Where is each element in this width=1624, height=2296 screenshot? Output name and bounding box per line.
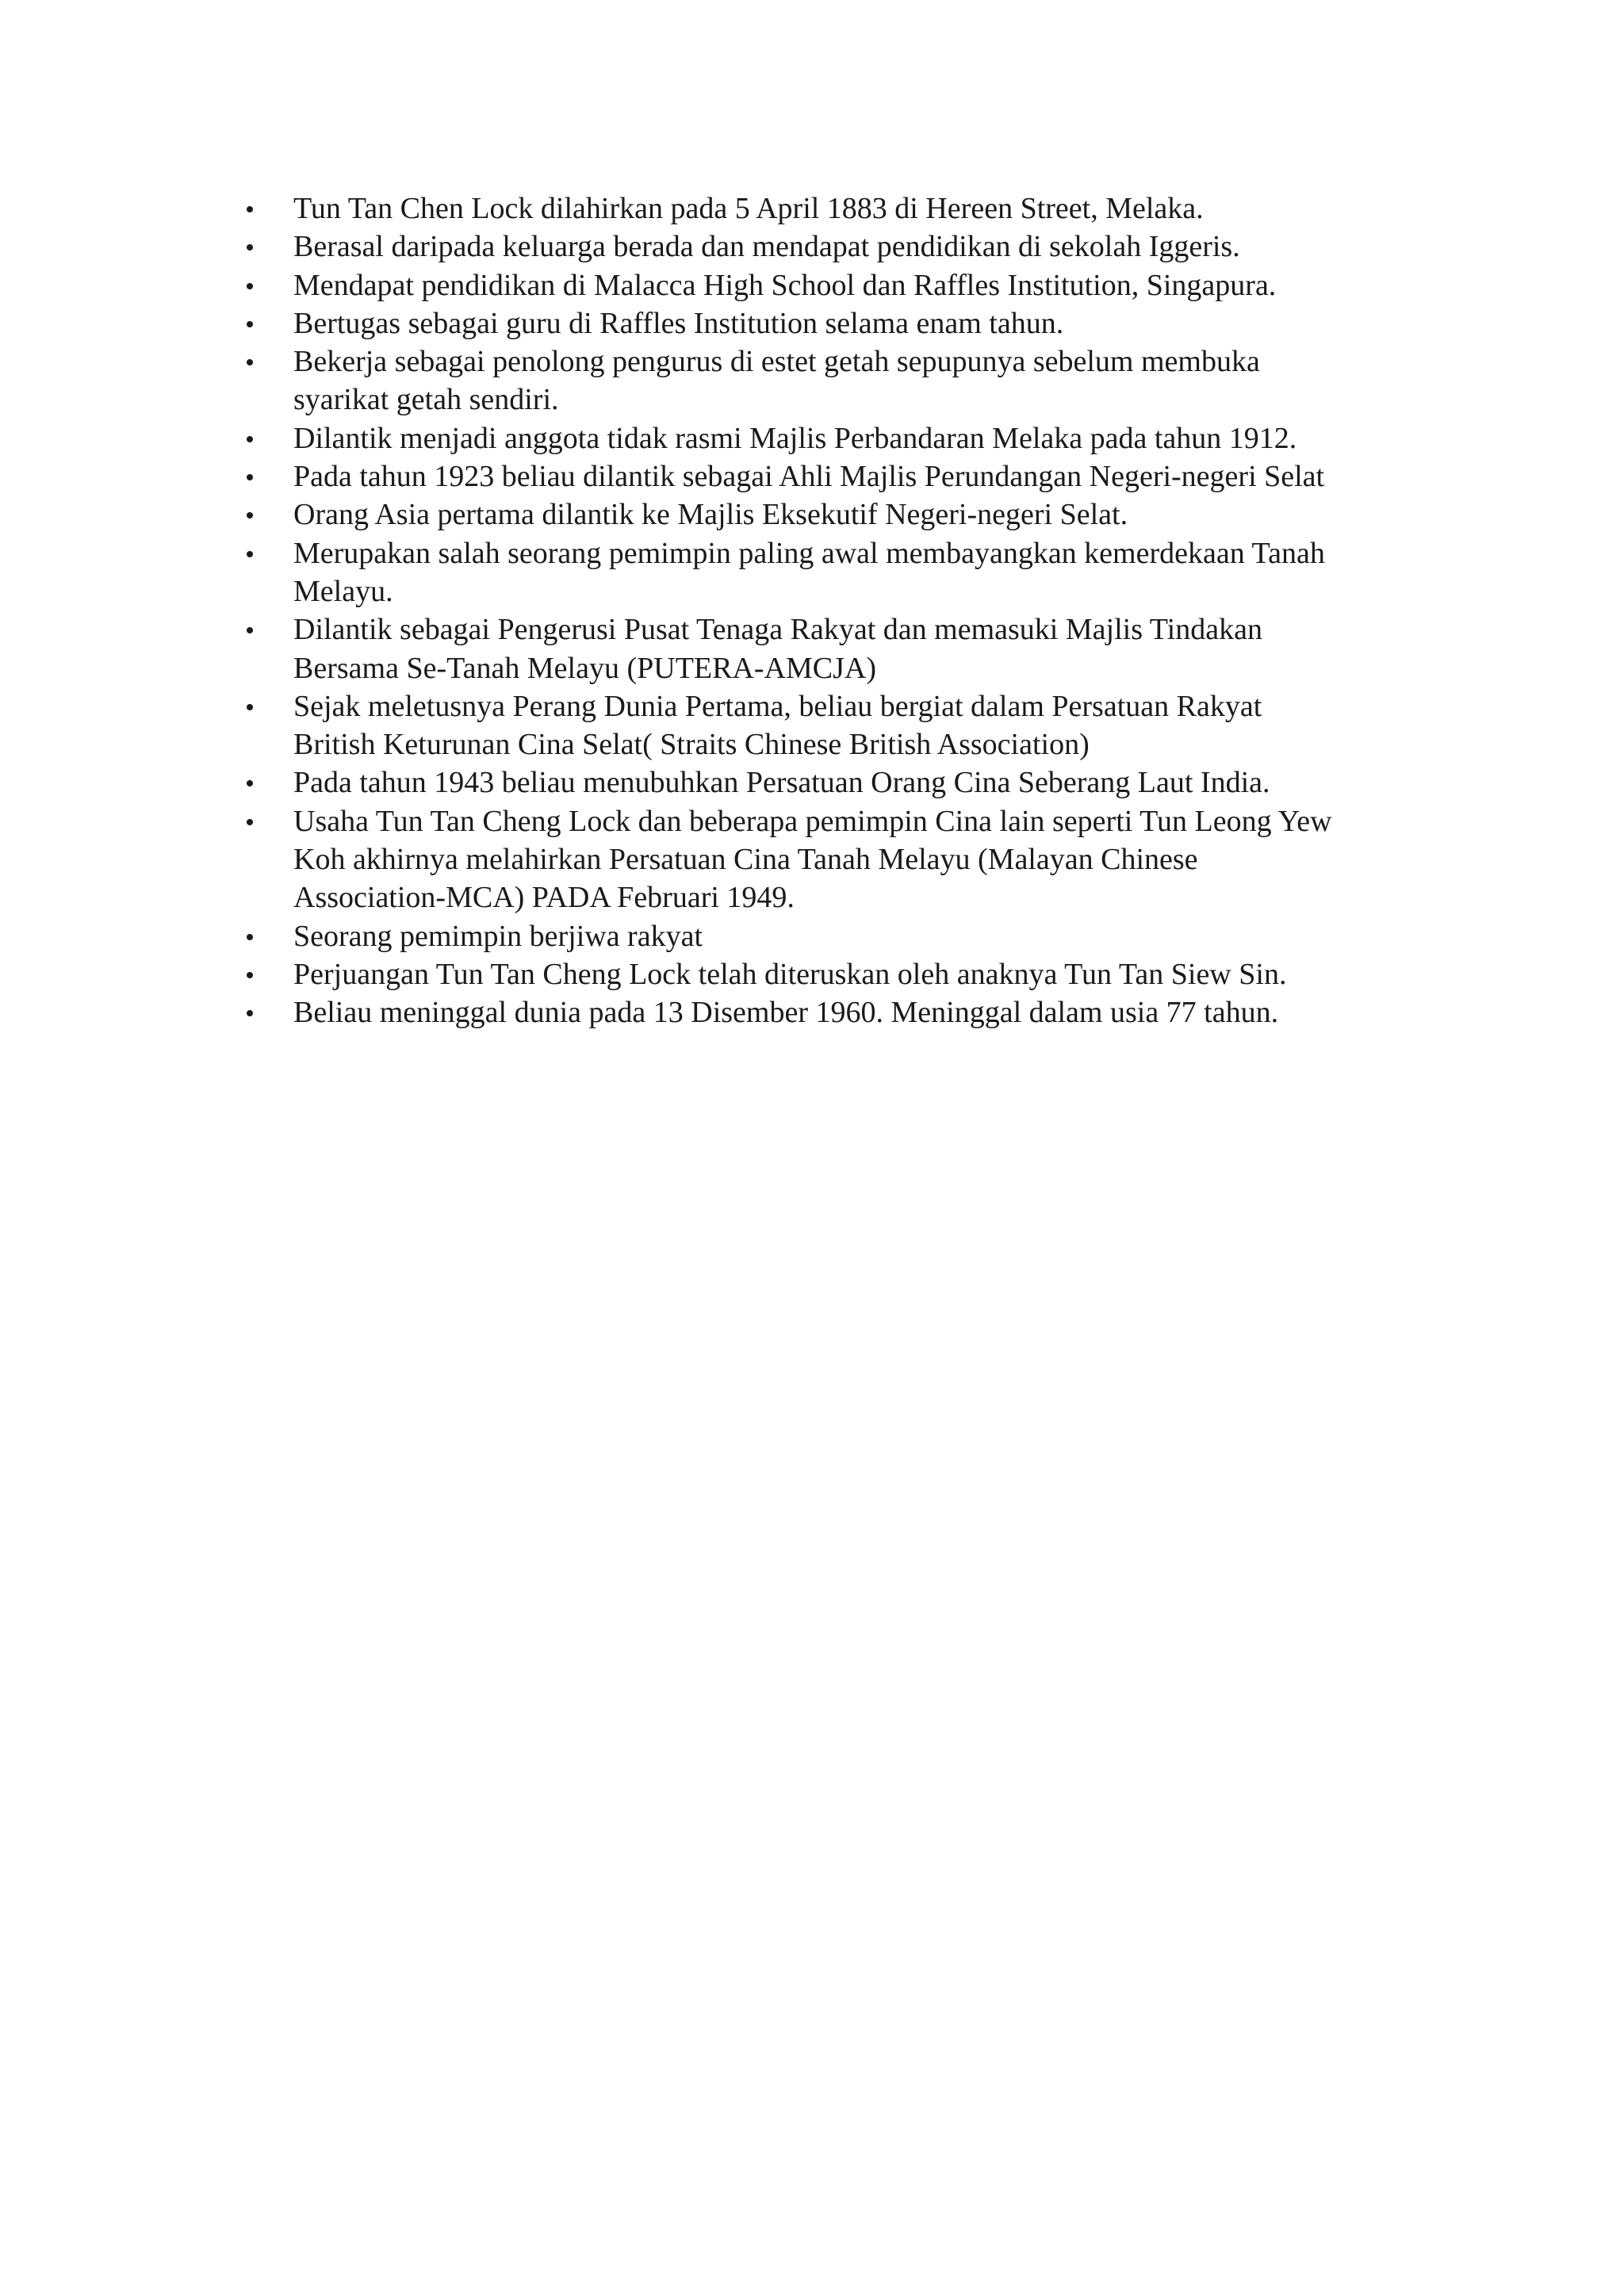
bullet-dot-icon [244, 610, 255, 649]
list-item-text-line: Mendapat pendidikan di Malacca High School dan Raffles Institution, Singapura. [293, 268, 1277, 302]
list-item [244, 457, 1457, 496]
list-item [244, 802, 1457, 917]
list-item-text-line: Merupakan salah seorang pemimpin paling awal membayangkan kemerdekaan Tanah [293, 536, 1325, 570]
list-item [244, 304, 1457, 342]
list-item-text-line: Berasal daripada keluarga berada dan mendapat pendidikan di sekolah Iggeris. [293, 230, 1240, 264]
bullet-dot-icon [244, 419, 255, 457]
list-item [244, 266, 1457, 304]
list-item-text-line: Beliau meninggal dunia pada 13 Disember 1960. Meninggal dalam usia 77 tahun. [293, 996, 1279, 1030]
list-item-text-line: Perjuangan Tun Tan Cheng Lock telah diteruskan oleh anaknya Tun Tan Siew Sin. [293, 957, 1287, 991]
list-item-text-line: Pada tahun 1923 beliau dilantik sebagai Ahli Majlis Perundangan Negeri-negeri Selat [293, 460, 1325, 494]
list-item-text-line: Usaha Tun Tan Cheng Lock dan beberapa pemimpin Cina lain seperti Tun Leong Yew [293, 804, 1332, 838]
bullet-dot-icon [244, 802, 255, 840]
list-item [244, 687, 1457, 764]
list-item [244, 534, 1457, 611]
list-item-text-line: syarikat getah sendiri. [293, 383, 559, 417]
list-item-text-line: Melayu. [293, 574, 393, 608]
bullet-dot-icon [244, 266, 255, 304]
bullet-dot-icon [244, 189, 255, 228]
list-item [244, 610, 1457, 687]
list-item-text-line: Tun Tan Chen Lock dilahirkan pada 5 April 1883 di Hereen Street, Melaka. [293, 192, 1204, 225]
list-item-text-line: Bekerja sebagai penolong pengurus di estet getah sepupunya sebelum membuka [293, 345, 1260, 379]
bullet-dot-icon [244, 763, 255, 802]
bullet-dot-icon [244, 304, 255, 342]
list-item [244, 342, 1457, 419]
list-item [244, 189, 1457, 228]
list-item-text-line: Orang Asia pertama dilantik ke Majlis Eksekutif Negeri-negeri Selat. [293, 498, 1128, 532]
list-item-text-line: Seorang pemimpin berjiwa rakyat [293, 919, 703, 953]
list-item-text-line: Dilantik sebagai Pengerusi Pusat Tenaga Rakyat dan memasuki Majlis Tindakan [293, 613, 1262, 647]
list-item-text-line: Sejak meletusnya Perang Dunia Pertama, beliau bergiat dalam Persatuan Rakyat [293, 689, 1262, 723]
list-item [244, 763, 1457, 802]
bullet-dot-icon [244, 917, 255, 955]
list-item-text-line: Koh akhirnya melahirkan Persatuan Cina Tanah Melayu (Malayan Chinese [293, 843, 1198, 877]
list-item-text-line: Bersama Se-Tanah Melayu (PUTERA-AMCJA) [293, 651, 877, 685]
bullet-list [244, 189, 1457, 1032]
list-item [244, 496, 1457, 534]
bullet-dot-icon [244, 687, 255, 725]
list-item-text-line: Pada tahun 1943 beliau menubuhkan Persatuan Orang Cina Seberang Laut India. [293, 766, 1270, 800]
list-item-text-line: Dilantik menjadi anggota tidak rasmi Majlis Perbandaran Melaka pada tahun 1912. [293, 421, 1297, 455]
bullet-dot-icon [244, 534, 255, 572]
list-item-text-line: Association-MCA) PADA Februari 1949. [293, 881, 795, 915]
list-item-text-line: Bertugas sebagai guru di Raffles Institution selama enam tahun. [293, 306, 1064, 340]
bullet-dot-icon [244, 496, 255, 534]
bullet-dot-icon [244, 955, 255, 993]
list-item [244, 993, 1457, 1031]
bullet-dot-icon [244, 342, 255, 381]
bullet-dot-icon [244, 457, 255, 496]
list-item [244, 917, 1457, 955]
list-item [244, 419, 1457, 457]
bullet-dot-icon [244, 993, 255, 1031]
list-item-text-line: British Keturunan Cina Selat( Straits Chinese British Association) [293, 728, 1090, 762]
list-item [244, 228, 1457, 266]
list-item [244, 955, 1457, 993]
bullet-dot-icon [244, 228, 255, 266]
